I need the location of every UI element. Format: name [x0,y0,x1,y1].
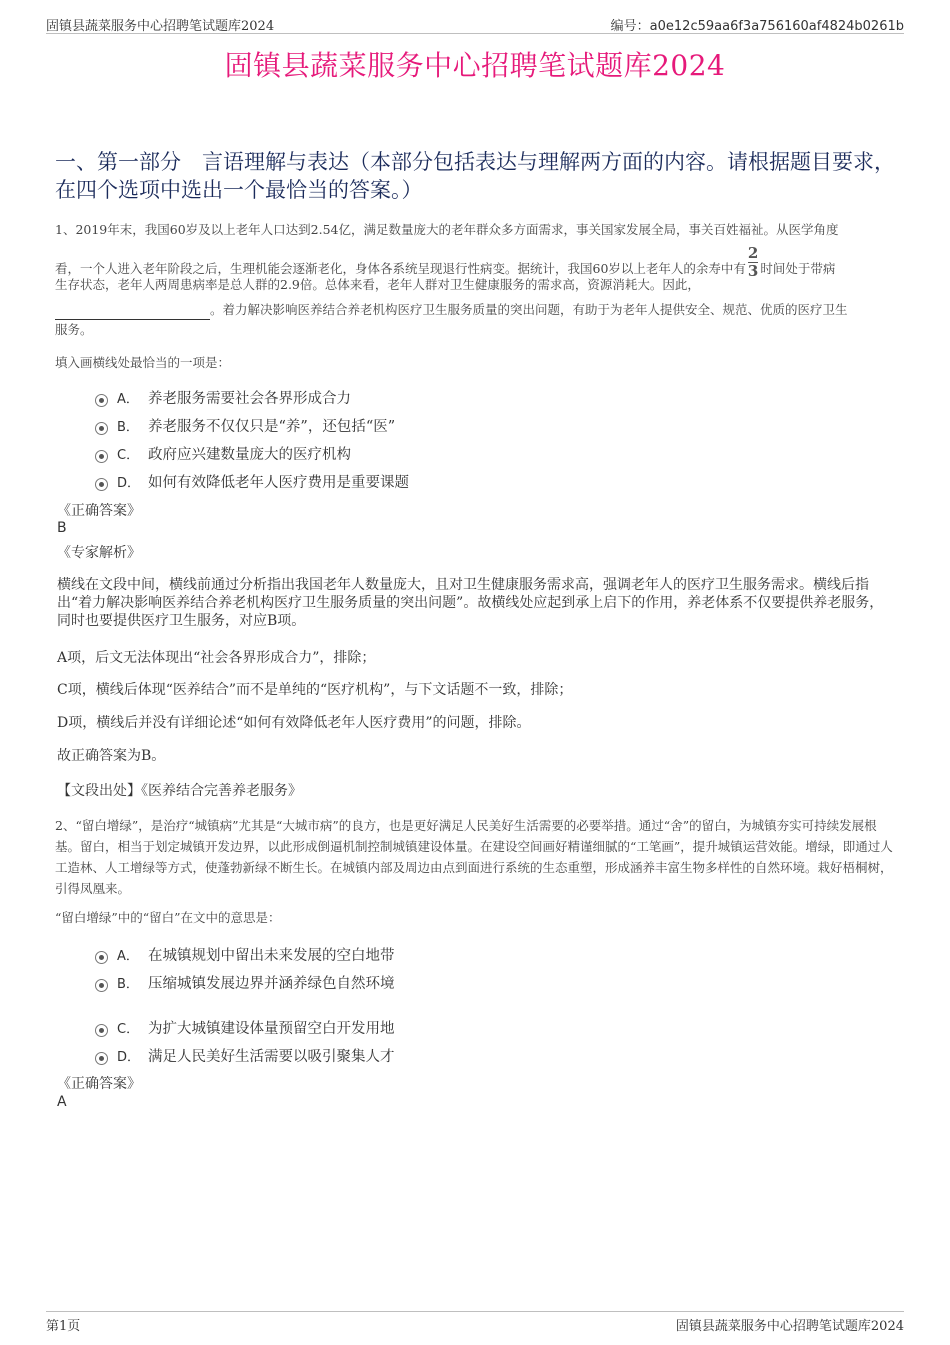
radio-icon[interactable] [95,478,108,491]
radio-icon[interactable] [95,1024,108,1037]
section-heading: 一、第一部分 言语理解与表达（本部分包括表达与理解两方面的内容。请根据题目要求，在四个选项中选出一个最恰当的答案。） [55,150,895,202]
q1-option-c[interactable]: C． 政府应兴建数量庞大的医疗机构 [95,441,795,469]
q1-line-3: 生存状态，老年人两周患病率是总人群的2.9倍。总体来看，老年人群对卫生健康服务的需求高，资源消耗大。因此， [55,277,700,292]
q1-analysis-para-4: D项，横线后并没有详细论述“如何有效降低老年人医疗费用”的问题，排除。 [57,715,531,731]
header-doc-title: 固镇县蔬菜服务中心招聘笔试题库2024 [46,19,275,34]
radio-icon[interactable] [95,951,108,964]
q2-option-b[interactable]: B． 压缩城镇发展边界并涵养绿色自然环境 [95,970,795,998]
q1-prompt: 填入画横线处最恰当的一项是： [55,355,231,370]
q1-option-a[interactable]: A． 养老服务需要社会各界形成合力 [95,385,795,413]
radio-icon[interactable] [95,422,108,435]
q1-line-1: 1、2019年末，我国60岁及以上老年人口达到2.54亿，满足数量庞大的老年群众多方面需求，事关国家发展全局，事关百姓福祉。从医学角度 [55,222,839,237]
q2-prompt: “留白增绿”中的“留白”在文中的意思是： [55,910,281,925]
header-code: a0e12c59aa6f3a756160af4824b0261b [649,19,904,34]
q1-option-b[interactable]: B． 养老服务不仅仅只是“养”，还包括“医” [95,413,795,441]
q1-analysis-para-5: 故正确答案为B。 [57,748,166,764]
q1-analysis-para-3: C项，横线后体现“医养结合”而不是单纯的“医疗机构”，与下文话题不一致，排除； [57,682,573,698]
q2-answer: A [57,1094,67,1110]
q2-option-d[interactable]: D． 满足人民美好生活需要以吸引聚集人才 [95,1043,795,1071]
page-footer [46,1311,904,1334]
fraction-two-thirds: $\frac{2}{3}$ [747,244,759,280]
footer-doc-title: 固镇县蔬菜服务中心招聘笔试题库2024 [675,1319,904,1334]
q1-option-d[interactable]: D． 如何有效降低老年人医疗费用是重要课题 [95,469,795,497]
page-header [46,13,904,34]
q1-line-2: 看，一个人进入老年阶段之后，生理机能会逐渐老化，身体各系统呈现退行性病变。据统计，我国60岁以上老年人的余寿中有 $\frac{2}{3}$ 时间处于带病 [55,244,836,280]
q1-options [95,385,795,497]
radio-icon[interactable] [95,450,108,463]
q2-answer-label: 《正确答案》 [57,1076,141,1092]
q1-line-5: 服务。 [55,322,93,337]
q1-answer: B [57,520,67,536]
q1-analysis-para-1: 横线在文段中间，横线前通过分析指出我国老年人数量庞大，且对卫生健康服务需求高，强调老年人的医疗卫生服务需求。横线后指出“着力解决影响医养结合养老机构医疗卫生服务质量的突出问题”。故横线处应起到承上启下的作用，养老体系不仅要提供养老服务，同时也要提供医疗卫生服务，对应B项。 [57,577,884,629]
q1-analysis-para-2: A项，后文无法体现出“社会各界形成合力”，排除； [57,650,376,666]
q2-option-a[interactable]: A． 在城镇规划中留出未来发展的空白地带 [95,942,795,970]
q1-line-4: 。着力解决影响医养结合养老机构医疗卫生服务质量的突出问题，有助于为老年人提供安全、规范、优质的医疗卫生 [55,299,848,320]
radio-icon[interactable] [95,394,108,407]
q1-source: 【文段出处】《医养结合完善养老服务》 [57,783,302,799]
q1-analysis-label: 《专家解析》 [57,545,141,561]
q2-options [95,942,795,1071]
radio-icon[interactable] [95,979,108,992]
q2-option-c[interactable]: C． 为扩大城镇建设体量预留空白开发用地 [95,1015,795,1043]
q1-answer-label: 《正确答案》 [57,503,141,519]
page-title: 固镇县蔬菜服务中心招聘笔试题库2024 [224,49,726,82]
header-doc-number: 编号：a0e12c59aa6f3a756160af4824b0261b [610,19,904,34]
radio-icon[interactable] [95,1052,108,1065]
q2-paragraph: 2、“留白增绿”，是治疗“城镇病”尤其是“大城市病”的良方，也是更好满足人民美好生活需要的必要举措。通过“舍”的留白，为城镇夯实可持续发展根基。留白，相当于划定城镇开发边界，以此形成倒逼机制控制城镇建设体量。在建设空间画好精谨细腻的“工笔画”，提升城镇运营效能。增绿，即通过人工造林、人工增绿等方式，使蓬勃新绿不断生长。在城镇内部及周边由点到面进行系统的生态重塑，形成涵养丰富生物多样性的自然环境。栽好梧桐树，引得凤凰来。 [55,818,893,896]
footer-page-number: 第1页 [46,1319,81,1334]
fill-in-blank [55,305,210,320]
